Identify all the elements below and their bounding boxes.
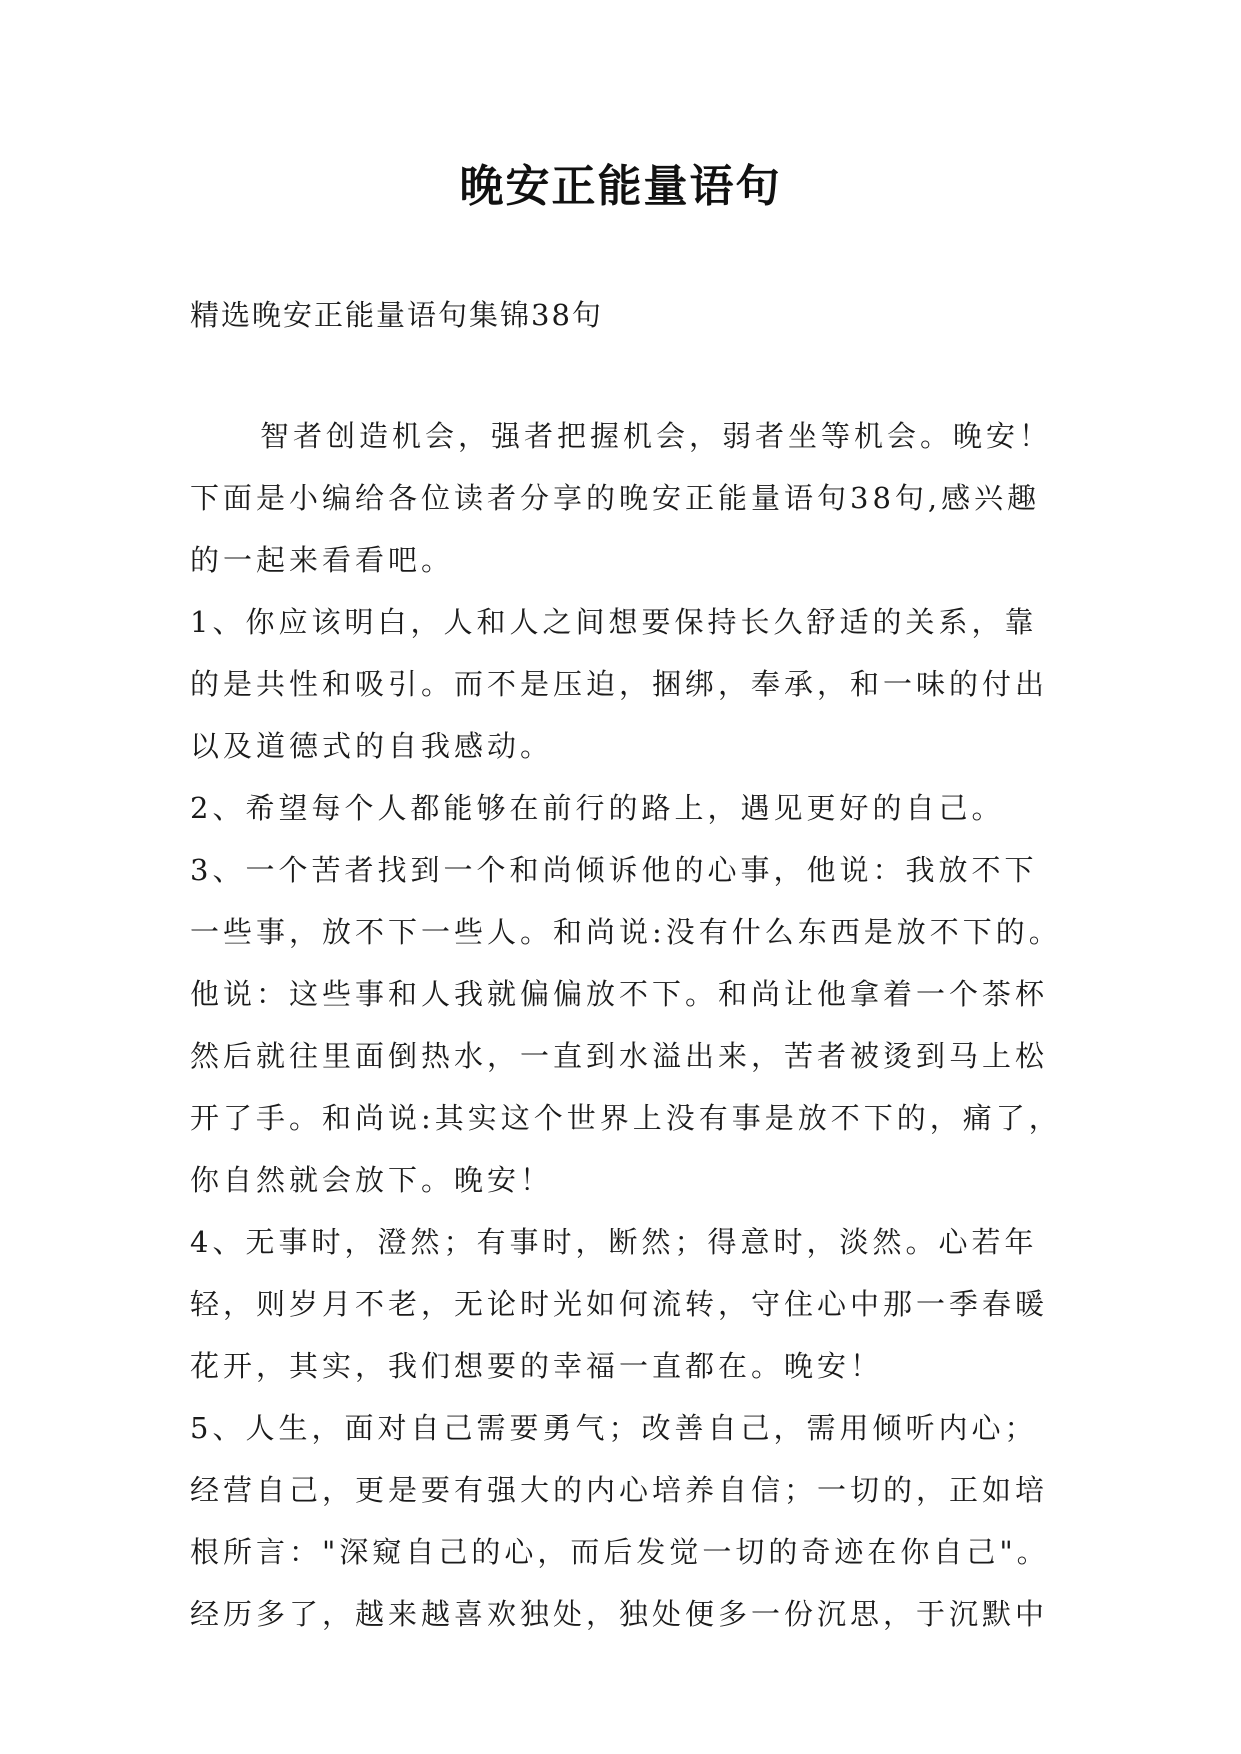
body-line: 你自然就会放下。晚安！ (190, 1163, 554, 1197)
body-line: 1、你应该明白，人和人之间想要保持长久舒适的关系，靠 (190, 605, 1038, 639)
body-line: 智者创造机会，强者把握机会，弱者坐等机会。晚安！ (260, 419, 1053, 453)
body-line: 然后就往里面倒热水，一直到水溢出来，苦者被烫到马上松 (190, 1039, 1049, 1073)
body-line: 以及道德式的自我感动。 (190, 729, 554, 763)
document-subtitle: 精选晚安正能量语句集锦38句 (190, 298, 603, 332)
body-line: 开了手。和尚说:其实这个世界上没有事是放不下的，痛了， (190, 1101, 1062, 1135)
body-line: 下面是小编给各位读者分享的晚安正能量语句38句,感兴趣 (190, 481, 1041, 515)
body-line: 他说：这些事和人我就偏偏放不下。和尚让他拿着一个茶杯 (190, 977, 1049, 1011)
body-line: 5、人生，面对自己需要勇气；改善自己，需用倾听内心； (190, 1411, 1038, 1445)
body-line: 一些事，放不下一些人。和尚说:没有什么东西是放不下的。 (190, 915, 1062, 949)
body-line: 的一起来看看吧。 (190, 543, 455, 577)
body-line: 根所言："深窥自己的心，而后发觉一切的奇迹在你自己"。 (190, 1535, 1050, 1569)
body-line: 4、无事时，澄然；有事时，断然；得意时，淡然。心若年 (190, 1225, 1038, 1259)
body-line: 花开，其实，我们想要的幸福一直都在。晚安！ (190, 1349, 884, 1383)
document-title: 晚安正能量语句 (459, 161, 782, 212)
body-line: 经营自己，更是要有强大的内心培养自信；一切的，正如培 (190, 1473, 1049, 1507)
document-body (190, 405, 1070, 1645)
body-line: 的是共性和吸引。而不是压迫，捆绑，奉承，和一味的付出 (190, 667, 1049, 701)
body-line: 3、一个苦者找到一个和尚倾诉他的心事，他说：我放不下 (190, 853, 1038, 887)
body-line: 经历多了，越来越喜欢独处，独处便多一份沉思，于沉默中 (190, 1597, 1049, 1631)
body-line: 2、希望每个人都能够在前行的路上，遇见更好的自己。 (190, 791, 1005, 825)
body-line: 轻，则岁月不老，无论时光如何流转，守住心中那一季春暖 (190, 1287, 1049, 1321)
